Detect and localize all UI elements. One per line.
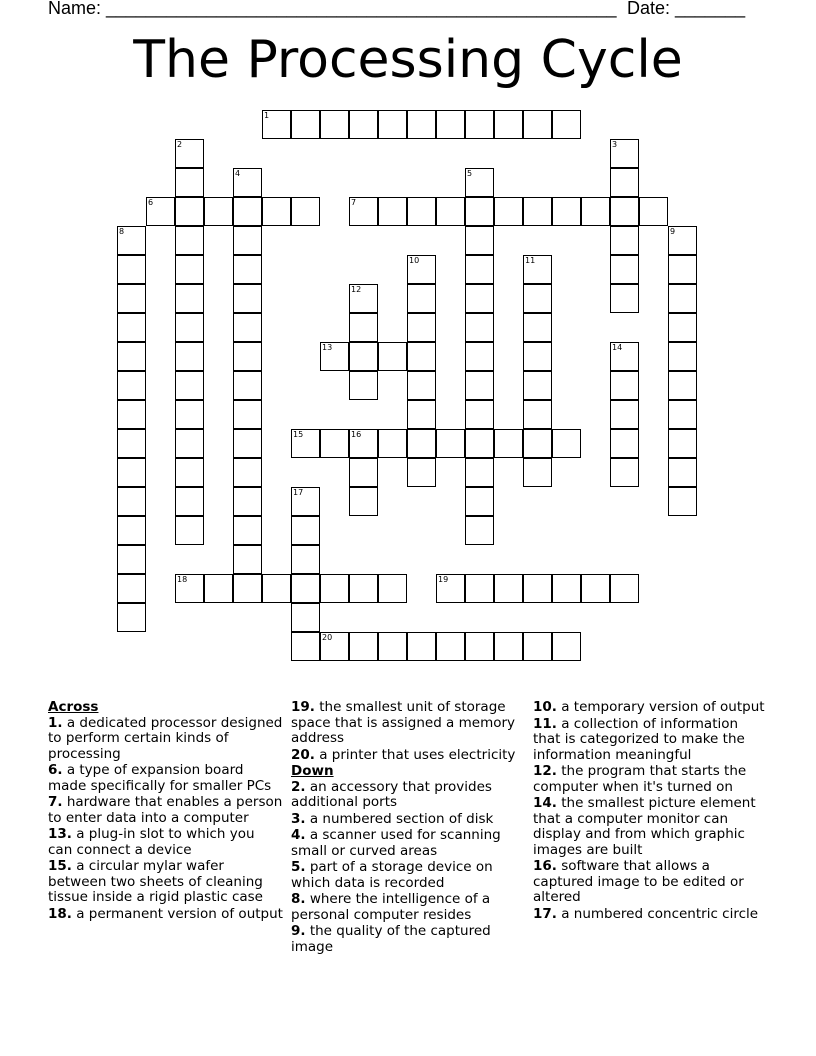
clue-number: 18 bbox=[177, 575, 188, 584]
crossword-cell[interactable] bbox=[291, 197, 320, 226]
crossword-cell[interactable] bbox=[465, 110, 494, 139]
down-clue-list bbox=[291, 780, 523, 956]
crossword-cell[interactable] bbox=[320, 342, 349, 371]
crossword-cell[interactable] bbox=[523, 313, 552, 342]
clue-item-text: the smallest unit of storage space that is assigned a memory address bbox=[291, 699, 516, 746]
clue-item-text: the program that starts the computer when it's turned on bbox=[533, 763, 747, 795]
crossword-cell[interactable] bbox=[117, 342, 146, 371]
crossword-cell[interactable] bbox=[349, 458, 378, 487]
crossword-cell[interactable] bbox=[610, 342, 639, 371]
crossword-cell[interactable] bbox=[494, 632, 523, 661]
crossword-cell[interactable] bbox=[233, 255, 262, 284]
clue-item-text: the quality of the captured image bbox=[291, 923, 491, 955]
crossword-cell[interactable] bbox=[262, 197, 291, 226]
clue-item-number: 2. bbox=[291, 778, 306, 795]
crossword-cell[interactable] bbox=[117, 574, 146, 603]
clue-item bbox=[291, 748, 523, 764]
crossword-cell[interactable] bbox=[523, 400, 552, 429]
clue-item-text: hardware that enables a person to enter data into a computer bbox=[48, 794, 283, 826]
crossword-cell[interactable] bbox=[552, 574, 581, 603]
crossword-cell[interactable] bbox=[233, 313, 262, 342]
crossword-cell[interactable] bbox=[175, 313, 204, 342]
crossword-cell[interactable] bbox=[465, 400, 494, 429]
clue-column-3 bbox=[533, 700, 765, 923]
clue-item-number: 12. bbox=[533, 763, 557, 779]
crossword-cell[interactable] bbox=[146, 197, 175, 226]
crossword-cell[interactable] bbox=[175, 458, 204, 487]
crossword-cell[interactable] bbox=[407, 342, 436, 371]
clue-item-number: 1. bbox=[48, 714, 63, 731]
crossword-cell[interactable] bbox=[494, 574, 523, 603]
crossword-cell[interactable] bbox=[204, 197, 233, 226]
crossword-cell[interactable] bbox=[494, 110, 523, 139]
down-heading: Down bbox=[291, 763, 334, 779]
clue-item bbox=[291, 892, 523, 923]
crossword-cell[interactable] bbox=[175, 255, 204, 284]
crossword-cell[interactable] bbox=[233, 342, 262, 371]
crossword-cell[interactable] bbox=[378, 429, 407, 458]
clue-number: 13 bbox=[322, 343, 333, 352]
crossword-cell[interactable] bbox=[349, 371, 378, 400]
clue-item-text: a plug-in slot to which you can connect a device bbox=[48, 826, 255, 858]
clue-item bbox=[291, 924, 523, 955]
clue-item-number: 9. bbox=[291, 923, 306, 939]
crossword-cell[interactable] bbox=[552, 110, 581, 139]
crossword-cell[interactable] bbox=[668, 255, 697, 284]
crossword-cell[interactable] bbox=[117, 516, 146, 545]
crossword-cell[interactable] bbox=[610, 226, 639, 255]
clue-number: 16 bbox=[351, 430, 362, 439]
clue-column-2 bbox=[291, 700, 523, 956]
crossword-cell[interactable] bbox=[233, 487, 262, 516]
crossword-cell[interactable] bbox=[349, 574, 378, 603]
crossword-cell[interactable] bbox=[349, 284, 378, 313]
crossword-cell[interactable] bbox=[262, 110, 291, 139]
crossword-cell[interactable] bbox=[233, 545, 262, 574]
crossword-cell[interactable] bbox=[407, 284, 436, 313]
across-clue-list-continued bbox=[291, 700, 523, 763]
crossword-cell[interactable] bbox=[175, 197, 204, 226]
crossword-cell[interactable] bbox=[117, 429, 146, 458]
clue-number: 12 bbox=[351, 285, 362, 294]
crossword-cell[interactable] bbox=[378, 110, 407, 139]
crossword-cell[interactable] bbox=[494, 197, 523, 226]
crossword-cell[interactable] bbox=[407, 110, 436, 139]
crossword-cell[interactable] bbox=[349, 487, 378, 516]
crossword-cell[interactable] bbox=[523, 429, 552, 458]
crossword-cell[interactable] bbox=[233, 284, 262, 313]
crossword-cell[interactable] bbox=[233, 400, 262, 429]
crossword-cell[interactable] bbox=[291, 574, 320, 603]
clue-item-number: 7. bbox=[48, 794, 63, 810]
crossword-cell[interactable] bbox=[436, 429, 465, 458]
crossword-cell[interactable] bbox=[233, 168, 262, 197]
crossword-cell[interactable] bbox=[378, 574, 407, 603]
crossword-cell[interactable] bbox=[175, 400, 204, 429]
crossword-cell[interactable] bbox=[523, 371, 552, 400]
clue-number: 14 bbox=[612, 343, 623, 352]
crossword-cell[interactable] bbox=[233, 429, 262, 458]
crossword-cell[interactable] bbox=[349, 197, 378, 226]
clue-number: 10 bbox=[409, 256, 420, 265]
crossword-cell[interactable] bbox=[610, 255, 639, 284]
crossword-cell[interactable] bbox=[117, 400, 146, 429]
clue-column-1 bbox=[48, 700, 283, 923]
clue-number: 8 bbox=[119, 227, 125, 236]
crossword-cell[interactable] bbox=[523, 632, 552, 661]
across-heading: Across bbox=[48, 699, 99, 715]
clue-item bbox=[291, 812, 523, 828]
clue-item-text: a permanent version of output bbox=[71, 905, 283, 922]
clue-number: 2 bbox=[177, 140, 183, 149]
clue-item bbox=[48, 716, 283, 763]
crossword-cell[interactable] bbox=[436, 197, 465, 226]
crossword-cell[interactable] bbox=[117, 545, 146, 574]
crossword-cell[interactable] bbox=[610, 371, 639, 400]
clue-item-text: part of a storage device on which data is recorded bbox=[291, 859, 493, 891]
crossword-cell[interactable] bbox=[668, 429, 697, 458]
clue-number: 15 bbox=[293, 430, 304, 439]
clue-item-text: a circular mylar wafer between two sheets of cleaning tissue inside a rigid plastic case bbox=[48, 858, 263, 905]
name-field-line[interactable]: Name: ___________________________________________________ bbox=[48, 0, 617, 18]
crossword-cell[interactable] bbox=[349, 342, 378, 371]
crossword-cell[interactable] bbox=[552, 197, 581, 226]
crossword-cell[interactable] bbox=[175, 371, 204, 400]
crossword-cell[interactable] bbox=[117, 371, 146, 400]
crossword-cell[interactable] bbox=[204, 574, 233, 603]
crossword-cell[interactable] bbox=[291, 632, 320, 661]
clue-item bbox=[533, 700, 765, 716]
clue-item-text: where the intelligence of a personal computer resides bbox=[291, 891, 491, 923]
crossword-cell[interactable] bbox=[233, 458, 262, 487]
crossword-cell[interactable] bbox=[610, 168, 639, 197]
clue-item bbox=[48, 763, 283, 794]
crossword-cell[interactable] bbox=[233, 371, 262, 400]
clue-item-number: 14. bbox=[533, 795, 557, 811]
crossword-cell[interactable] bbox=[436, 110, 465, 139]
crossword-cell[interactable] bbox=[465, 516, 494, 545]
crossword-cell[interactable] bbox=[175, 226, 204, 255]
crossword-cell[interactable] bbox=[175, 516, 204, 545]
clue-item-number: 6. bbox=[48, 762, 63, 778]
page-title: The Processing Cycle bbox=[133, 30, 683, 90]
crossword-cell[interactable] bbox=[523, 197, 552, 226]
crossword-cell[interactable] bbox=[407, 313, 436, 342]
crossword-cell[interactable] bbox=[610, 197, 639, 226]
crossword-cell[interactable] bbox=[349, 110, 378, 139]
down-clue-list-continued bbox=[533, 700, 765, 922]
crossword-cell[interactable] bbox=[291, 429, 320, 458]
clue-item bbox=[533, 859, 765, 906]
clue-item-number: 18. bbox=[48, 905, 72, 922]
clue-item bbox=[291, 828, 523, 859]
clue-item-number: 3. bbox=[291, 810, 306, 827]
crossword-cell[interactable] bbox=[320, 574, 349, 603]
crossword-cell[interactable] bbox=[610, 429, 639, 458]
clue-item bbox=[533, 907, 765, 923]
crossword-cell[interactable] bbox=[175, 168, 204, 197]
clue-item bbox=[533, 764, 765, 795]
crossword-cell[interactable] bbox=[320, 429, 349, 458]
clue-item-text: a numbered section of disk bbox=[305, 810, 494, 827]
clue-item-number: 16. bbox=[533, 858, 557, 874]
crossword-cell[interactable] bbox=[581, 574, 610, 603]
crossword-cell[interactable] bbox=[291, 487, 320, 516]
crossword-cell[interactable] bbox=[349, 429, 378, 458]
crossword-cell[interactable] bbox=[291, 545, 320, 574]
clue-number: 17 bbox=[293, 488, 304, 497]
crossword-cell[interactable] bbox=[349, 313, 378, 342]
crossword-cell[interactable] bbox=[175, 139, 204, 168]
crossword-cell[interactable] bbox=[117, 226, 146, 255]
crossword-cell[interactable] bbox=[465, 342, 494, 371]
crossword-cell[interactable] bbox=[262, 574, 291, 603]
crossword-cell[interactable] bbox=[175, 574, 204, 603]
crossword-cell[interactable] bbox=[465, 168, 494, 197]
clue-number: 20 bbox=[322, 633, 333, 642]
clue-item bbox=[48, 907, 283, 923]
crossword-cell[interactable] bbox=[465, 487, 494, 516]
clue-item bbox=[291, 860, 523, 891]
crossword-cell[interactable] bbox=[233, 516, 262, 545]
crossword-cell[interactable] bbox=[117, 255, 146, 284]
clue-item-number: 11. bbox=[533, 715, 557, 732]
crossword-cell[interactable] bbox=[465, 284, 494, 313]
date-field-line[interactable]: Date: _______ bbox=[627, 0, 746, 18]
clue-item-number: 8. bbox=[291, 891, 306, 907]
clue-item-text: an accessory that provides additional ports bbox=[291, 778, 492, 810]
clue-number: 11 bbox=[525, 256, 536, 265]
crossword-cell[interactable] bbox=[407, 197, 436, 226]
crossword-cell[interactable] bbox=[610, 139, 639, 168]
crossword-cell[interactable] bbox=[465, 197, 494, 226]
clue-item-text: software that allows a captured image to be edited or altered bbox=[533, 858, 744, 905]
clue-item bbox=[291, 700, 523, 747]
clue-number: 19 bbox=[438, 575, 449, 584]
crossword-cell[interactable] bbox=[668, 342, 697, 371]
crossword-cell[interactable] bbox=[117, 313, 146, 342]
crossword-cell[interactable] bbox=[552, 429, 581, 458]
crossword-cell[interactable] bbox=[610, 574, 639, 603]
crossword-cell[interactable] bbox=[233, 226, 262, 255]
crossword-cell[interactable] bbox=[233, 574, 262, 603]
crossword-cell[interactable] bbox=[436, 632, 465, 661]
clue-item-number: 17. bbox=[533, 905, 557, 922]
clue-item-number: 4. bbox=[291, 827, 306, 843]
clue-number: 3 bbox=[612, 140, 618, 149]
clue-item bbox=[291, 780, 523, 811]
crossword-cell[interactable] bbox=[233, 197, 262, 226]
clue-item-number: 15. bbox=[48, 858, 72, 874]
clue-item-number: 10. bbox=[533, 699, 557, 715]
clue-item bbox=[48, 859, 283, 906]
crossword-cell[interactable] bbox=[465, 574, 494, 603]
clue-item-number: 20. bbox=[291, 746, 315, 763]
crossword-cell[interactable] bbox=[175, 429, 204, 458]
crossword-cell[interactable] bbox=[668, 458, 697, 487]
crossword-cell[interactable] bbox=[378, 197, 407, 226]
clue-number: 7 bbox=[351, 198, 357, 207]
crossword-cell[interactable] bbox=[523, 284, 552, 313]
across-clue-list bbox=[48, 716, 283, 923]
crossword-cell[interactable] bbox=[465, 429, 494, 458]
crossword-cell[interactable] bbox=[610, 458, 639, 487]
crossword-cell[interactable] bbox=[668, 226, 697, 255]
crossword-cell[interactable] bbox=[465, 458, 494, 487]
crossword-cell[interactable] bbox=[465, 313, 494, 342]
crossword-cell[interactable] bbox=[436, 574, 465, 603]
crossword-cell[interactable] bbox=[378, 342, 407, 371]
crossword-cell[interactable] bbox=[523, 110, 552, 139]
crossword-cell[interactable] bbox=[117, 458, 146, 487]
crossword-cell[interactable] bbox=[581, 197, 610, 226]
clue-item-text: a dedicated processor designed to perform certain kinds of processing bbox=[48, 714, 283, 762]
crossword-cell[interactable] bbox=[407, 632, 436, 661]
clue-item-number: 13. bbox=[48, 826, 72, 842]
crossword-cell[interactable] bbox=[465, 226, 494, 255]
clue-item-text: a temporary version of output bbox=[556, 699, 765, 715]
crossword-cell[interactable] bbox=[668, 400, 697, 429]
clue-item-text: the smallest picture element that a computer monitor can display and from which graphic images are built bbox=[533, 795, 756, 858]
crossword-cell[interactable] bbox=[610, 284, 639, 313]
crossword-cell[interactable] bbox=[117, 603, 146, 632]
crossword-cell[interactable] bbox=[465, 632, 494, 661]
crossword-cell[interactable] bbox=[117, 487, 146, 516]
crossword-cell[interactable] bbox=[291, 603, 320, 632]
clue-item-text: a collection of information that is categorized to make the information meaningful bbox=[533, 715, 745, 763]
clue-number: 5 bbox=[467, 169, 473, 178]
crossword-cell[interactable] bbox=[523, 574, 552, 603]
crossword-cell[interactable] bbox=[407, 400, 436, 429]
crossword-cell[interactable] bbox=[639, 197, 668, 226]
crossword-cell[interactable] bbox=[291, 516, 320, 545]
clue-item bbox=[533, 717, 765, 764]
crossword-cell[interactable] bbox=[175, 487, 204, 516]
clue-item bbox=[533, 796, 765, 858]
crossword-cell[interactable] bbox=[349, 632, 378, 661]
clue-item-number: 5. bbox=[291, 859, 306, 875]
clue-number: 6 bbox=[148, 198, 154, 207]
crossword-cell[interactable] bbox=[465, 371, 494, 400]
clue-item-text: a type of expansion board made specifically for smaller PCs bbox=[48, 762, 272, 794]
crossword-cell[interactable] bbox=[523, 342, 552, 371]
crossword-cell[interactable] bbox=[668, 371, 697, 400]
crossword-cell[interactable] bbox=[668, 284, 697, 313]
crossword-cell[interactable] bbox=[175, 342, 204, 371]
crossword-cell[interactable] bbox=[320, 110, 349, 139]
clue-item-number: 19. bbox=[291, 699, 315, 715]
crossword-cell[interactable] bbox=[175, 284, 204, 313]
crossword-cell[interactable] bbox=[523, 458, 552, 487]
crossword-cell[interactable] bbox=[117, 284, 146, 313]
crossword-cell[interactable] bbox=[407, 371, 436, 400]
crossword-cell[interactable] bbox=[407, 429, 436, 458]
clue-item bbox=[48, 795, 283, 826]
clue-item-text: a printer that uses electricity bbox=[314, 746, 516, 763]
clue-item-text: a scanner used for scanning small or curved areas bbox=[291, 827, 501, 859]
crossword-cell[interactable] bbox=[407, 255, 436, 284]
crossword-cell[interactable] bbox=[291, 110, 320, 139]
crossword-cell[interactable] bbox=[668, 487, 697, 516]
crossword-cell[interactable] bbox=[523, 255, 552, 284]
crossword-cell[interactable] bbox=[494, 429, 523, 458]
clue-item-text: a numbered concentric circle bbox=[556, 905, 759, 922]
crossword-cell[interactable] bbox=[552, 632, 581, 661]
crossword-cell[interactable] bbox=[320, 632, 349, 661]
crossword-cell[interactable] bbox=[465, 255, 494, 284]
clue-number: 9 bbox=[670, 227, 676, 236]
clue-item bbox=[48, 827, 283, 858]
clue-number: 1 bbox=[264, 111, 270, 120]
crossword-cell[interactable] bbox=[407, 458, 436, 487]
crossword-cell[interactable] bbox=[610, 400, 639, 429]
clue-number: 4 bbox=[235, 169, 241, 178]
crossword-cell[interactable] bbox=[378, 632, 407, 661]
crossword-cell[interactable] bbox=[668, 313, 697, 342]
